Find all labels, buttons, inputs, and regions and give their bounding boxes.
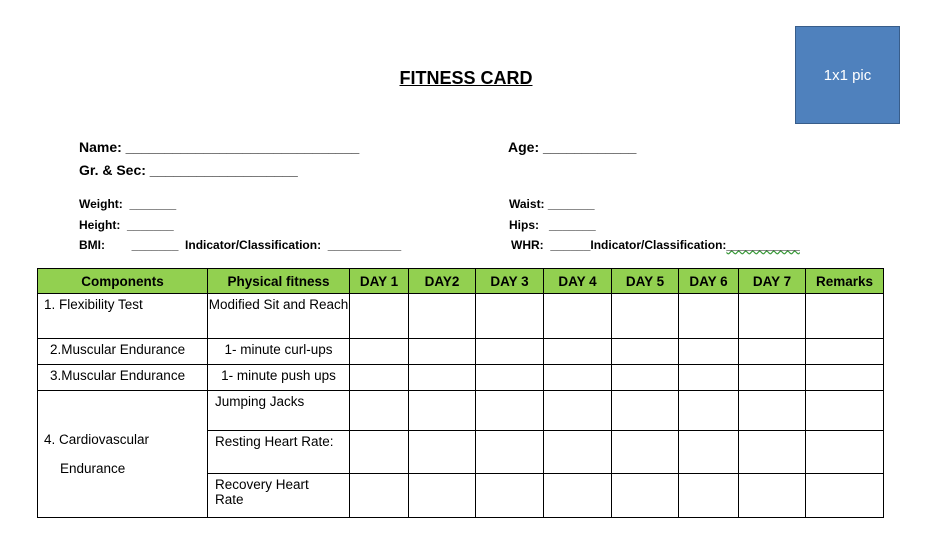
day-cell[interactable]	[739, 294, 806, 339]
height-field[interactable]: Height: _______	[79, 218, 174, 232]
day-cell[interactable]	[612, 474, 679, 518]
header-physical-fitness: Physical fitness	[208, 269, 350, 294]
day-cell[interactable]	[612, 339, 679, 365]
day-cell[interactable]	[350, 339, 409, 365]
header-components: Components	[38, 269, 208, 294]
day-cell[interactable]	[544, 474, 612, 518]
day-cell[interactable]	[739, 391, 806, 431]
table-row	[38, 294, 884, 339]
header-day-5: DAY 5	[612, 269, 679, 294]
table-row	[38, 339, 884, 365]
day-cell[interactable]	[350, 365, 409, 391]
day-cell[interactable]	[739, 365, 806, 391]
day-cell[interactable]	[350, 294, 409, 339]
day-cell[interactable]	[739, 474, 806, 518]
photo-label: 1x1 pic	[823, 67, 872, 84]
fitness-table	[37, 268, 884, 518]
test-cell: Jumping Jacks	[208, 391, 350, 431]
test-cell: Recovery Heart Rate	[208, 474, 350, 518]
day-cell[interactable]	[476, 431, 544, 474]
day-cell[interactable]	[409, 339, 476, 365]
waist-field[interactable]: Waist: _______	[509, 197, 595, 211]
day-cell[interactable]	[544, 294, 612, 339]
name-field[interactable]: Name: ______________________________	[79, 139, 360, 155]
cardio-line-2: Endurance	[60, 461, 126, 476]
day-cell[interactable]	[476, 339, 544, 365]
header-day-7: DAY 7	[739, 269, 806, 294]
day-cell[interactable]	[476, 391, 544, 431]
day-cell[interactable]	[476, 365, 544, 391]
day-cell[interactable]	[544, 339, 612, 365]
remarks-cell[interactable]	[806, 431, 884, 474]
day-cell[interactable]	[350, 474, 409, 518]
day-cell[interactable]	[350, 391, 409, 431]
component-cell: 1. Flexibility Test	[38, 294, 208, 339]
page-title: FITNESS CARD	[399, 68, 533, 88]
day-cell[interactable]	[679, 365, 739, 391]
bmi-field[interactable]: BMI: _______ Indicator/Classification: ___________	[79, 238, 402, 252]
day-cell[interactable]	[409, 294, 476, 339]
whr-field[interactable]	[511, 238, 800, 252]
test-cell: Modified Sit and Reach	[208, 294, 350, 339]
header-day-3: DAY 3	[476, 269, 544, 294]
remarks-cell[interactable]	[806, 294, 884, 339]
day-cell[interactable]	[612, 391, 679, 431]
day-cell[interactable]	[679, 431, 739, 474]
day-cell[interactable]	[544, 365, 612, 391]
day-cell[interactable]	[409, 431, 476, 474]
remarks-cell[interactable]	[806, 339, 884, 365]
day-cell[interactable]	[409, 474, 476, 518]
day-cell[interactable]	[739, 431, 806, 474]
test-cell: 1- minute curl-ups	[208, 339, 350, 365]
header-day-1: DAY 1	[350, 269, 409, 294]
day-cell[interactable]	[544, 431, 612, 474]
whr-label: WHR: ______Indicator/Classification:	[511, 238, 727, 252]
header-remarks: Remarks	[806, 269, 884, 294]
component-cell: 3.Muscular Endurance	[38, 365, 208, 391]
header-day-6: DAY 6	[679, 269, 739, 294]
remarks-cell[interactable]	[806, 365, 884, 391]
age-field[interactable]: Age: ____________	[508, 139, 637, 155]
day-cell[interactable]	[739, 339, 806, 365]
cardio-component-cell	[38, 391, 208, 518]
grade-section-field[interactable]: Gr. & Sec: ___________________	[79, 162, 298, 178]
day-cell[interactable]	[544, 391, 612, 431]
remarks-cell[interactable]	[806, 474, 884, 518]
whr-blank: ___________	[726, 238, 800, 252]
day-cell[interactable]	[476, 474, 544, 518]
day-cell[interactable]	[679, 294, 739, 339]
cardio-line-1: 4. Cardiovascular	[44, 432, 150, 447]
component-cell: 2.Muscular Endurance	[38, 339, 208, 365]
table-row	[38, 391, 884, 431]
day-cell[interactable]	[409, 391, 476, 431]
hips-field[interactable]: Hips: _______	[509, 218, 596, 232]
remarks-cell[interactable]	[806, 391, 884, 431]
day-cell[interactable]	[409, 365, 476, 391]
day-cell[interactable]	[612, 431, 679, 474]
day-cell[interactable]	[476, 294, 544, 339]
day-cell[interactable]	[679, 474, 739, 518]
table-row	[38, 365, 884, 391]
header-day-2: DAY2	[409, 269, 476, 294]
day-cell[interactable]	[679, 339, 739, 365]
day-cell[interactable]	[612, 294, 679, 339]
header-day-4: DAY 4	[544, 269, 612, 294]
table-header-row	[38, 269, 884, 294]
day-cell[interactable]	[679, 391, 739, 431]
test-cell: Resting Heart Rate:	[208, 431, 350, 474]
day-cell[interactable]	[350, 431, 409, 474]
weight-field[interactable]: Weight: _______	[79, 197, 177, 211]
test-cell: 1- minute push ups	[208, 365, 350, 391]
day-cell[interactable]	[612, 365, 679, 391]
